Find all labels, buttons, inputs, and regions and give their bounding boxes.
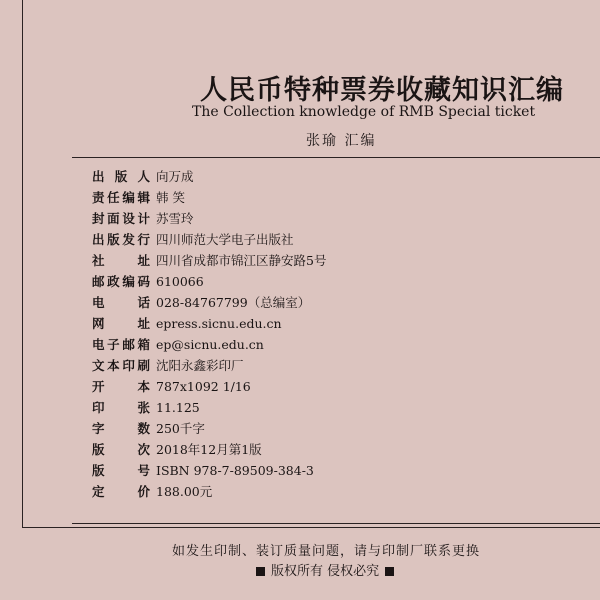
info-label: 出版发行 — [92, 232, 150, 247]
info-label: 责任编辑 — [92, 190, 150, 205]
info-label: 电 话 — [92, 295, 150, 310]
info-label: 邮政编码 — [92, 274, 150, 289]
info-label: 文本印刷 — [92, 358, 150, 373]
copyright-notice — [250, 560, 400, 579]
info-value: 250千字 — [156, 421, 205, 436]
info-value: 787x1092 1/16 — [156, 379, 251, 394]
info-value: epress.sicnu.edu.cn — [156, 316, 282, 331]
info-label: 社 址 — [92, 253, 150, 268]
info-value: ISBN 978-7-89509-384-3 — [156, 463, 314, 478]
author-credit: 张瑜 汇编 — [306, 133, 377, 149]
info-value: 028-84767799（总编室） — [156, 295, 311, 310]
info-label: 电子邮箱 — [92, 337, 150, 352]
top-divider — [72, 157, 600, 158]
info-value: 11.125 — [156, 400, 200, 415]
info-label: 印 张 — [92, 400, 150, 415]
info-value: ep@sicnu.edu.cn — [156, 337, 264, 352]
black-square-icon — [256, 567, 265, 576]
info-value: 向万成 — [156, 169, 194, 184]
bottom-divider — [72, 523, 600, 524]
info-value: 188.00元 — [156, 484, 213, 499]
info-value: 2018年12月第1版 — [156, 442, 262, 457]
print-quality-note: 如发生印制、装订质量问题，请与印制厂联系更换 — [172, 544, 481, 559]
info-label: 字 数 — [92, 421, 150, 436]
book-title-chinese: 人民币特种票券收藏知识汇编 — [200, 75, 564, 106]
info-label: 出 版 人 — [92, 169, 150, 184]
info-value: 四川省成都市锦江区静安路5号 — [156, 253, 327, 268]
info-value: 四川师范大学电子出版社 — [156, 232, 294, 247]
book-title-english: The Collection knowledge of RMB Special ticket — [192, 104, 536, 120]
info-value: 沈阳永鑫彩印厂 — [156, 358, 244, 373]
copyright-text: 版权所有 侵权必究 — [271, 564, 380, 579]
info-label: 开 本 — [92, 379, 150, 394]
info-label: 网 址 — [92, 316, 150, 331]
bottom-border-line — [22, 527, 600, 528]
left-border-line — [22, 0, 23, 527]
info-label: 版 号 — [92, 463, 150, 478]
black-square-icon — [385, 567, 394, 576]
info-label: 封面设计 — [92, 211, 150, 226]
info-value: 苏雪玲 — [156, 211, 194, 226]
info-label: 定 价 — [92, 484, 150, 499]
info-value: 韩 笑 — [156, 190, 185, 205]
info-label: 版 次 — [92, 442, 150, 457]
info-value: 610066 — [156, 274, 204, 289]
